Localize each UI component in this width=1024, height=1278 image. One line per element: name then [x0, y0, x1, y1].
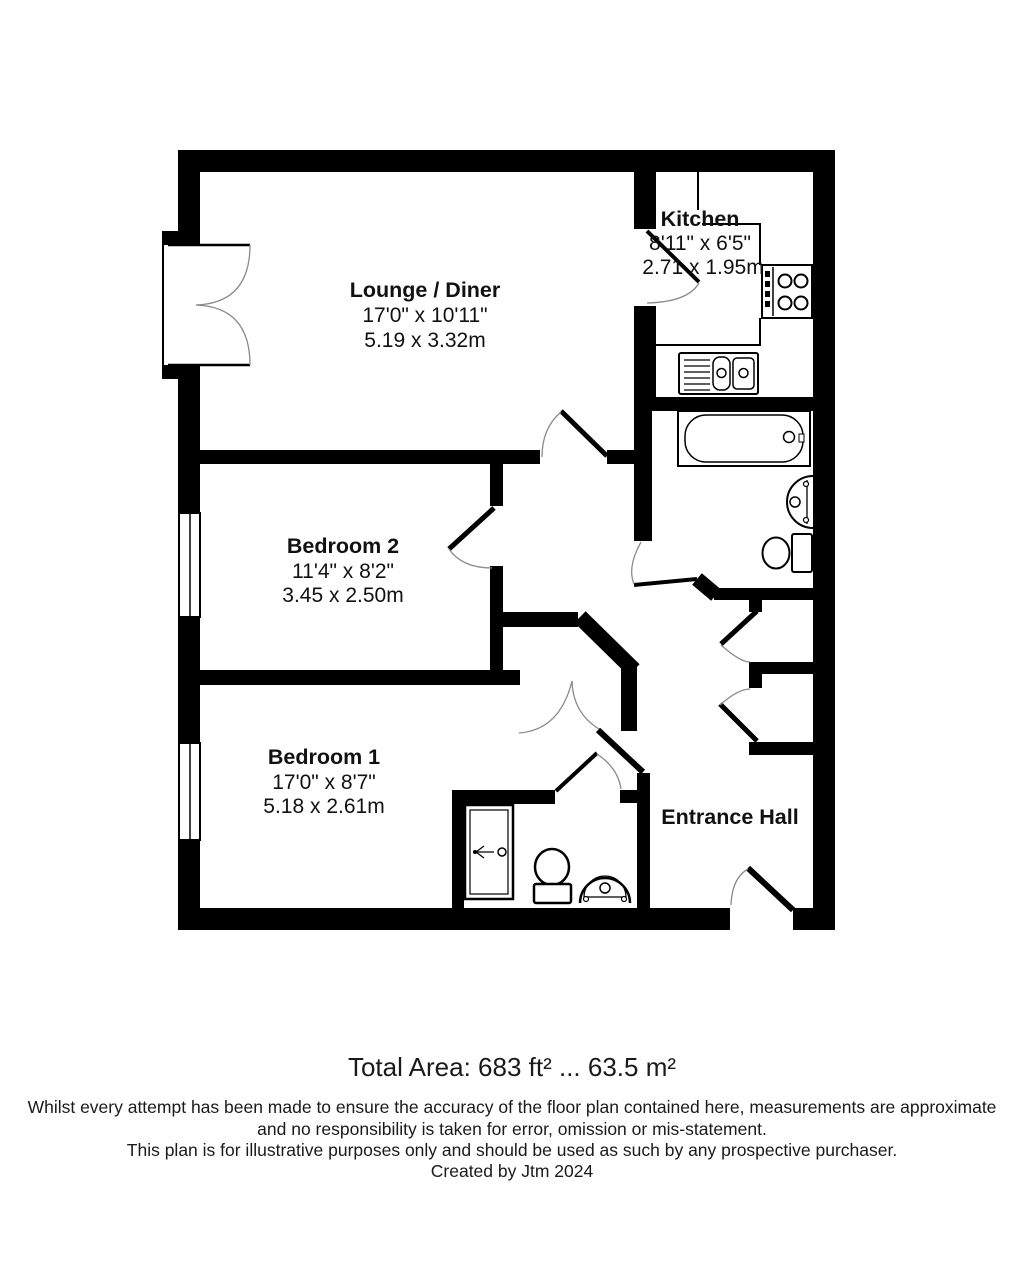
french-door-arc-top: [196, 245, 250, 305]
kitchen-dims-imperial: 8'11" x 6'5": [649, 232, 751, 255]
bedroom2-door-arc: [449, 549, 492, 568]
cupboard2-door-arc: [720, 689, 750, 705]
wall-bathroom-left: [634, 411, 652, 541]
wall-left-3: [178, 613, 200, 743]
bedroom1-door-leaf: [598, 730, 643, 772]
wall-right: [813, 150, 835, 930]
disclaimer-line-3: This plan is for illustrative purposes only and should be used as such by any prospective purchaser.: [126, 1140, 898, 1160]
wall-bottom-right: [793, 908, 835, 930]
french-door-cap-bottom: [162, 365, 200, 379]
wall-cupboard-bottom: [749, 742, 813, 755]
shower-door-icon: [465, 805, 513, 899]
wall-left-4: [178, 840, 200, 930]
lounge-dims-imperial: 17'0" x 10'11": [362, 304, 488, 327]
ensuite-fixtures: [465, 805, 630, 903]
bedroom1-dims-metric: 5.18 x 2.61m: [263, 795, 385, 818]
kitchen-counter-line-bottom: [650, 318, 760, 345]
wall-left-1: [178, 150, 200, 233]
wall-top: [178, 150, 835, 172]
bedroom1-door-arc-left: [519, 681, 572, 733]
kitchen-label: Kitchen: [660, 207, 740, 231]
bathroom-door-arc: [632, 542, 641, 584]
wall-bottom-left: [178, 908, 730, 930]
entrance-hall-label: Entrance Hall: [661, 805, 799, 829]
french-doors: [163, 245, 250, 365]
french-door-cap-top: [162, 231, 200, 245]
bathroom-fixtures: [678, 411, 813, 572]
wall-kitchen-lounge-lower: [634, 306, 656, 397]
wall-ensuite-left: [452, 804, 464, 908]
cupboard1-door-leaf: [721, 611, 757, 644]
bathtub-icon: [678, 411, 810, 466]
wall-hall-stub: [503, 612, 578, 627]
bathroom-toilet-icon: [763, 534, 813, 572]
wall-lounge-bottom-left: [200, 450, 540, 464]
wall-ensuite-doorfoot: [620, 790, 637, 803]
bathroom-door-leaf: [634, 579, 697, 585]
bedroom1-label: Bedroom 1: [267, 745, 381, 769]
bathroom-basin-icon: [787, 476, 813, 528]
cupboard2-door-leaf: [720, 704, 757, 741]
entrance-door-arc: [731, 869, 748, 905]
kitchen-fixtures: [650, 172, 812, 394]
wall-cupboard-stub2: [749, 674, 762, 688]
wall-kitchen-lounge-upper: [634, 172, 656, 229]
lounge-door-arc: [542, 412, 561, 457]
bedroom1-dims-imperial: 17'0" x 8'7": [272, 771, 376, 794]
entrance-door-leaf: [748, 868, 793, 910]
wall-bedroom2-right-upper: [490, 464, 503, 506]
wall-bedroom2-right-lower: [490, 566, 503, 673]
bedroom1-door-arc-right: [572, 681, 599, 729]
cupboard1-door-arc: [721, 645, 750, 662]
kitchen-sink-icon: [679, 353, 758, 394]
total-area-text: Total Area: 683 ft² ... 63.5 m²: [347, 1052, 677, 1082]
wall-bathroom-bottom-diagonal: [697, 579, 716, 595]
lounge-label: Lounge / Diner: [349, 278, 501, 302]
credit-text: Created by Jtm 2024: [430, 1161, 594, 1181]
bedroom2-dims-metric: 3.45 x 2.50m: [282, 584, 404, 607]
wall-lounge-bottom-right: [607, 450, 634, 464]
bedroom2-label: Bedroom 2: [286, 534, 400, 558]
disclaimer-line-1: Whilst every attempt has been made to ensure the accuracy of the floor plan contained here, measurements are approximate: [27, 1097, 997, 1117]
lounge-dims-metric: 5.19 x 3.32m: [364, 329, 486, 352]
ensuite-door-leaf: [556, 753, 597, 791]
wall-cupboard-divider: [749, 662, 813, 674]
bedroom2-dims-imperial: 11'4" x 8'2": [292, 560, 394, 583]
wall-bedroom1-doorpost: [621, 666, 637, 731]
ensuite-basin-icon: [580, 876, 630, 903]
lounge-door-leaf: [561, 411, 607, 456]
wall-bathroom-bottom: [714, 588, 813, 600]
ensuite-toilet-icon: [534, 849, 571, 903]
ensuite-door-arc: [597, 754, 621, 789]
disclaimer-line-2: and no responsibility is taken for error, omission or mis-statement.: [257, 1119, 767, 1139]
wall-left-2: [178, 377, 200, 513]
french-door-arc-bottom: [196, 305, 250, 365]
wall-ensuite-top: [452, 790, 555, 804]
wall-kitchen-bathroom: [634, 397, 813, 411]
kitchen-door-arc: [647, 283, 699, 303]
wall-hall-diagonal: [580, 617, 634, 670]
wall-ensuite-right: [637, 773, 650, 908]
room-labels: [263, 207, 798, 829]
kitchen-dims-metric: 2.71 x 1.95m: [642, 256, 764, 279]
wall-bedroom-divider: [200, 670, 520, 685]
bedroom2-door-leaf: [449, 508, 494, 549]
hob-icon: [762, 265, 812, 318]
